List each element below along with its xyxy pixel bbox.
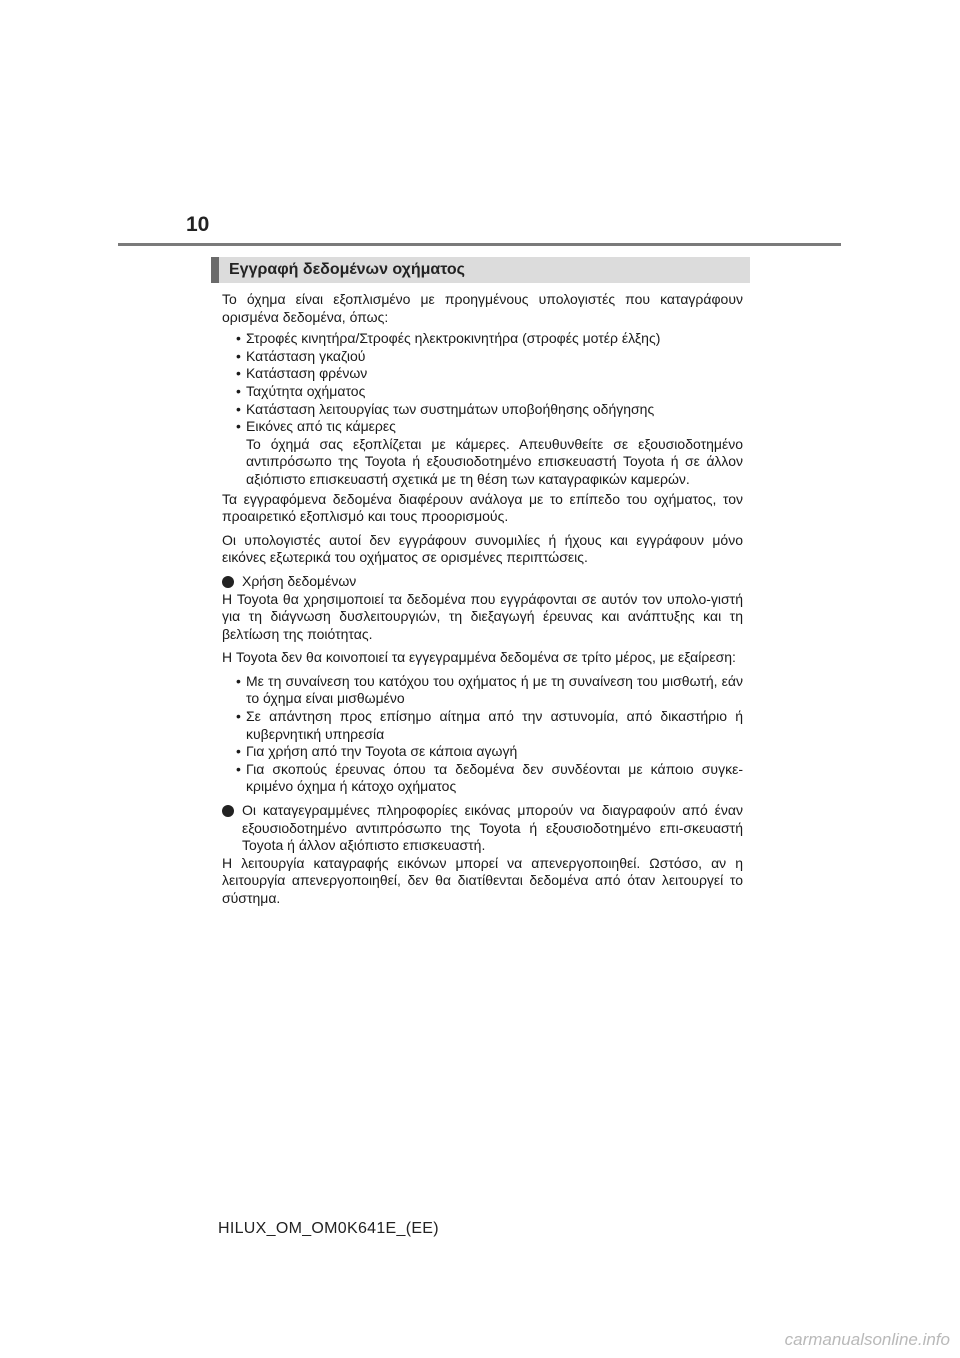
list-item: • Σε απάντηση προς επίσημο αίτημα από την αστυνομία, από δικαστήριο ή κυβερνητική υπηρεσία [222, 708, 743, 743]
data-use-heading [222, 573, 743, 591]
paragraph-data-varies: Τα εγγραφόμενα δεδομένα διαφέρουν ανάλογα με το επίπεδο του οχήματος, τον προαιρετικό εξοπλισμό και τους προορισμούς. [222, 490, 743, 525]
paragraph-disable: Η λειτουργία καταγραφής εικόνων μπορεί να απενεργοποιηθεί. Ωστόσο, αν η λειτουργία απενεργοποιηθεί, δεν θα διατίθενται δεδομένα από όταν λειτουργεί το σύστημα. [222, 854, 743, 906]
list-item-cameras [222, 418, 743, 488]
bullet-dot-icon [222, 576, 234, 588]
bullet-dot-icon [222, 805, 234, 817]
list-item: • Για σκοπούς έρευνας όπου τα δεδομένα δεν συνδέονται με κάποιο συγκε-κριμένο όχημα ή κάτοχο οχήματος [222, 761, 743, 796]
section-heading: Εγγραφή δεδομένων οχήματος [211, 257, 750, 283]
header-rule [118, 243, 841, 246]
camera-note: Το όχημά σας εξοπλίζεται με κάμερες. Απευθυνθείτε σε εξουσιοδοτημένο αντιπρόσωπο της Toyota ή εξουσιοδοτημένο επισκευαστή Toyota ή σε άλλον αξιόπιστο επισκευαστή σχετικά με τη θέση των καταγραφικών καμερών. [246, 435, 743, 487]
list-item-label: Εικόνες από τις κάμερες [246, 418, 396, 435]
recorded-data-list [222, 330, 743, 488]
section-content [222, 291, 743, 914]
list-item: • Κατάσταση γκαζιού [222, 348, 743, 366]
exceptions-list [222, 673, 743, 796]
erase-item [222, 802, 743, 855]
list-item: • Στροφές κινητήρα/Στροφές ηλεκτροκινητήρα (στροφές μοτέρ έλξης) [222, 330, 743, 348]
erase-item-text: Οι καταγεγραμμένες πληροφορίες εικόνας μπορούν να διαγραφούν από έναν εξουσιοδοτημένο αντιπρόσωπο της Toyota ή εξουσιοδοτημένο επι-σκευαστή Toyota ή άλλον αξιόπιστο επισκευαστή. [242, 802, 743, 854]
paragraph-data-use: Η Toyota θα χρησιμοποιεί τα δεδομένα που εγγράφονται σε αυτόν τον υπολο-γιστή για τη διάγνωση δυσλειτουργιών, τη διεξαγωγή έρευνας και ανάπτυξης και τη βελτίωση της ποιότητας. [222, 590, 743, 642]
intro-paragraph: Το όχημα είναι εξοπλισμένο με προηγμένους υπολογιστές που καταγράφουν ορισμένα δεδομένα, όπως: [222, 291, 743, 325]
paragraph-no-audio: Οι υπολογιστές αυτοί δεν εγγράφουν συνομιλίες ή ήχους και εγγράφουν μόνο εικόνες εξωτερικά του οχήματος σε ορισμένες περιπτώσεις. [222, 531, 743, 566]
watermark: carmanualsonline.info [784, 1330, 950, 1349]
page-number: 10 [186, 213, 210, 236]
paragraph-disclosure: Η Toyota δεν θα κοινοποιεί τα εγγεγραμμένα δεδομένα σε τρίτο μέρος, με εξαίρεση: [222, 649, 736, 666]
list-item: • Κατάσταση φρένων [222, 365, 743, 383]
list-item: • Ταχύτητα οχήματος [222, 383, 743, 401]
list-item: • Με τη συναίνεση του κατόχου του οχήματος ή με τη συναίνεση του μισθωτή, εάν το όχημα είναι μισθωμένο [222, 673, 743, 708]
list-item: • Για χρήση από την Toyota σε κάποια αγωγή [222, 743, 743, 761]
footer-code: HILUX_OM_OM0K641E_(EE) [218, 1220, 439, 1237]
data-use-heading-text: Χρήση δεδομένων [242, 572, 357, 589]
list-item: • Κατάσταση λειτουργίας των συστημάτων υποβοήθησης οδήγησης [222, 401, 743, 419]
